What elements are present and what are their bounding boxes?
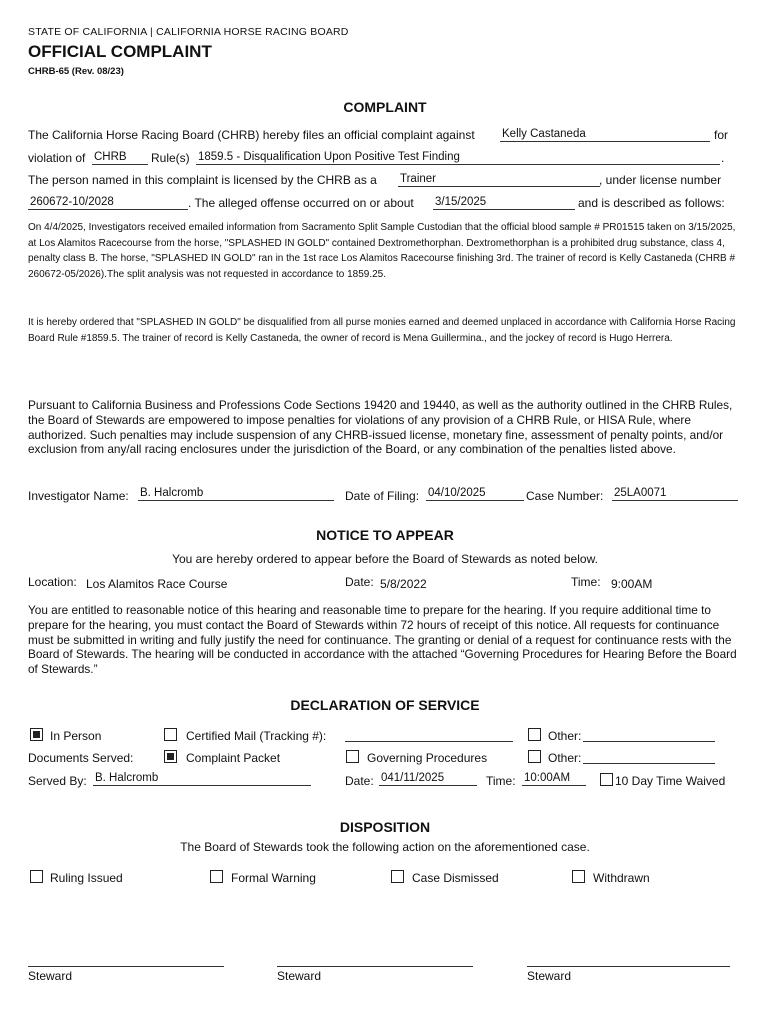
period: . [721, 151, 725, 165]
notice-intro: You are hereby ordered to appear before the Board of Stewards as noted below. [172, 552, 598, 566]
disposition-intro: The Board of Stewards took the following action on the aforementioned case. [180, 840, 590, 854]
complaint-line1-end: for [714, 128, 729, 142]
case-dismissed-checkbox[interactable] [391, 870, 404, 883]
steward-signature-line-1[interactable] [28, 966, 224, 967]
steward-signature-line-3[interactable] [527, 966, 730, 967]
hearing-time-label: Time: [571, 575, 601, 589]
described-label: and is described as follows: [578, 196, 725, 210]
service-time-label: Time: [486, 774, 516, 788]
rules-label: Rule(s) [151, 151, 190, 165]
agency-header: STATE OF CALIFORNIA | CALIFORNIA HORSE RACING BOARD [28, 26, 349, 38]
offense-description: On 4/4/2025, Investigators received emailed information from Sacramento Split Sample Custodian that the official blood sample # PR01515 taken on 3/15/2025, at Los Alamitos Racecourse from the horse, "SPLASHED IN GOLD" contained Dextromethorphan. Dextromethorphan is a prohibited drug substance, class 4, penalty class B. The horse, "SPLASHED IN GOLD" ran in the 1st race Los Alamitos Racecourse finishing 3rd. The trainer of record is Kelly Castaneda (CHRB # 260672-05/2026).The split analysis was not requested in accordance to 1859.25. [28, 222, 736, 280]
governing-procedures-label: Governing Procedures [367, 751, 488, 765]
other-label-2: Other: [548, 751, 582, 765]
other-field-1[interactable] [583, 741, 715, 742]
case-number-field[interactable]: 25LA0071 [612, 486, 738, 501]
filing-date-field[interactable]: 04/10/2025 [426, 486, 524, 501]
served-by-field[interactable]: B. Halcromb [93, 771, 311, 786]
documents-served-label: Documents Served: [28, 751, 134, 765]
service-date-label: Date: [345, 774, 374, 788]
form-number: CHRB-65 (Rev. 08/23) [28, 66, 124, 77]
steward-label-2: Steward [277, 969, 322, 983]
violation-label: violation of [28, 151, 86, 165]
formal-warning-checkbox[interactable] [210, 870, 223, 883]
pursuant-paragraph: Pursuant to California Business and Professions Code Sections 19420 and 19440, as well as the authority outlined in the CHRB Rules, the Board of Stewards are empowered to impose penalties for violations of any provision of a CHRB Rule, or HISA Rule, where authorized. Such penalties may include suspension of any CHRB-issued license, monetary fine, assessment of penalty points, and/or exclusion from any/all racing enclosures under the jurisdiction of the Board, or any combination of the penalties listed above. [28, 398, 733, 457]
service-date-field[interactable]: 041/11/2025 [379, 771, 477, 786]
disposition-heading: DISPOSITION [339, 819, 431, 835]
license-text: The person named in this complaint is licensed by the CHRB as a [28, 173, 377, 187]
other-field-2[interactable] [583, 763, 715, 764]
disqualification-order: It is hereby ordered that "SPLASHED IN GOLD" be disqualified from all purse monies earned and deemed unplaced in accordance with California Horse Racing Board Rule #1859.5. The trainer of record is Kelly Castaneda, the owner of record is Mena Guillermina., and the jockey of record is Hugo Herrera. [28, 317, 736, 344]
offense-date-field[interactable]: 3/15/2025 [433, 195, 575, 210]
hearing-date-label: Date: [345, 575, 374, 589]
notice-heading: NOTICE TO APPEAR [316, 527, 454, 543]
ruling-issued-checkbox[interactable] [30, 870, 43, 883]
in-person-label: In Person [50, 729, 102, 743]
location-label: Location: [28, 575, 77, 589]
time-waived-label: 10 Day Time Waived [615, 774, 726, 788]
rule-source-field[interactable]: CHRB [92, 150, 148, 165]
investigator-field[interactable]: B. Halcromb [138, 486, 334, 501]
offense-label: . The alleged offense occurred on or about [188, 196, 414, 210]
complaint-packet-label: Complaint Packet [186, 751, 281, 765]
form-title: OFFICIAL COMPLAINT [28, 42, 212, 61]
investigator-label: Investigator Name: [28, 489, 129, 503]
governing-procedures-checkbox[interactable] [346, 750, 359, 763]
rules-field[interactable]: 1859.5 - Disqualification Upon Positive Test Finding [196, 150, 720, 165]
hearing-time-value: 9:00AM [611, 577, 653, 591]
filing-date-label: Date of Filing: [345, 489, 420, 503]
declaration-heading: DECLARATION OF SERVICE [290, 697, 480, 713]
withdrawn-label: Withdrawn [593, 871, 650, 885]
in-person-checkbox[interactable] [30, 728, 43, 741]
complaint-line1-text: The California Horse Racing Board (CHRB) hereby files an official complaint against [28, 128, 475, 142]
tracking-number-field[interactable] [345, 741, 513, 742]
notice-body: You are entitled to reasonable notice of this hearing and reasonable time to prepare for the hearing. If you require additional time to prepare for the hearing, you must contact the Board of Stewards within 72 hours of receipt of this notice. All requests for continuance must be submitted in writing and fully justify the need for continuance. The granting or denial of a request for continuance rests with the Board of Stewards. The hearing will be conducted in accordance with the attached “Governing Procedures for Hearing Before the Board of Stewards.” [28, 603, 737, 677]
license-number-field[interactable]: 260672-10/2028 [28, 195, 188, 210]
certified-mail-label: Certified Mail (Tracking #): [186, 729, 327, 743]
formal-warning-label: Formal Warning [231, 871, 316, 885]
other-label-1: Other: [548, 729, 582, 743]
certified-mail-checkbox[interactable] [164, 728, 177, 741]
steward-label-1: Steward [28, 969, 73, 983]
respondent-field[interactable]: Kelly Castaneda [500, 127, 710, 142]
served-by-label: Served By: [28, 774, 87, 788]
license-type-field[interactable]: Trainer [398, 172, 600, 187]
time-waived-checkbox[interactable] [600, 773, 613, 786]
other-checkbox-1[interactable] [528, 728, 541, 741]
steward-signature-line-2[interactable] [277, 966, 473, 967]
ruling-issued-label: Ruling Issued [50, 871, 123, 885]
license-number-label: , under license number [599, 173, 722, 187]
steward-label-3: Steward [527, 969, 572, 983]
withdrawn-checkbox[interactable] [572, 870, 585, 883]
complaint-packet-checkbox[interactable] [164, 750, 177, 763]
other-checkbox-2[interactable] [528, 750, 541, 763]
service-time-field[interactable]: 10:00AM [522, 771, 586, 786]
case-number-label: Case Number: [526, 489, 604, 503]
location-value: Los Alamitos Race Course [86, 577, 228, 591]
complaint-heading: COMPLAINT [343, 99, 427, 115]
case-dismissed-label: Case Dismissed [412, 871, 499, 885]
hearing-date-value: 5/8/2022 [380, 577, 427, 591]
